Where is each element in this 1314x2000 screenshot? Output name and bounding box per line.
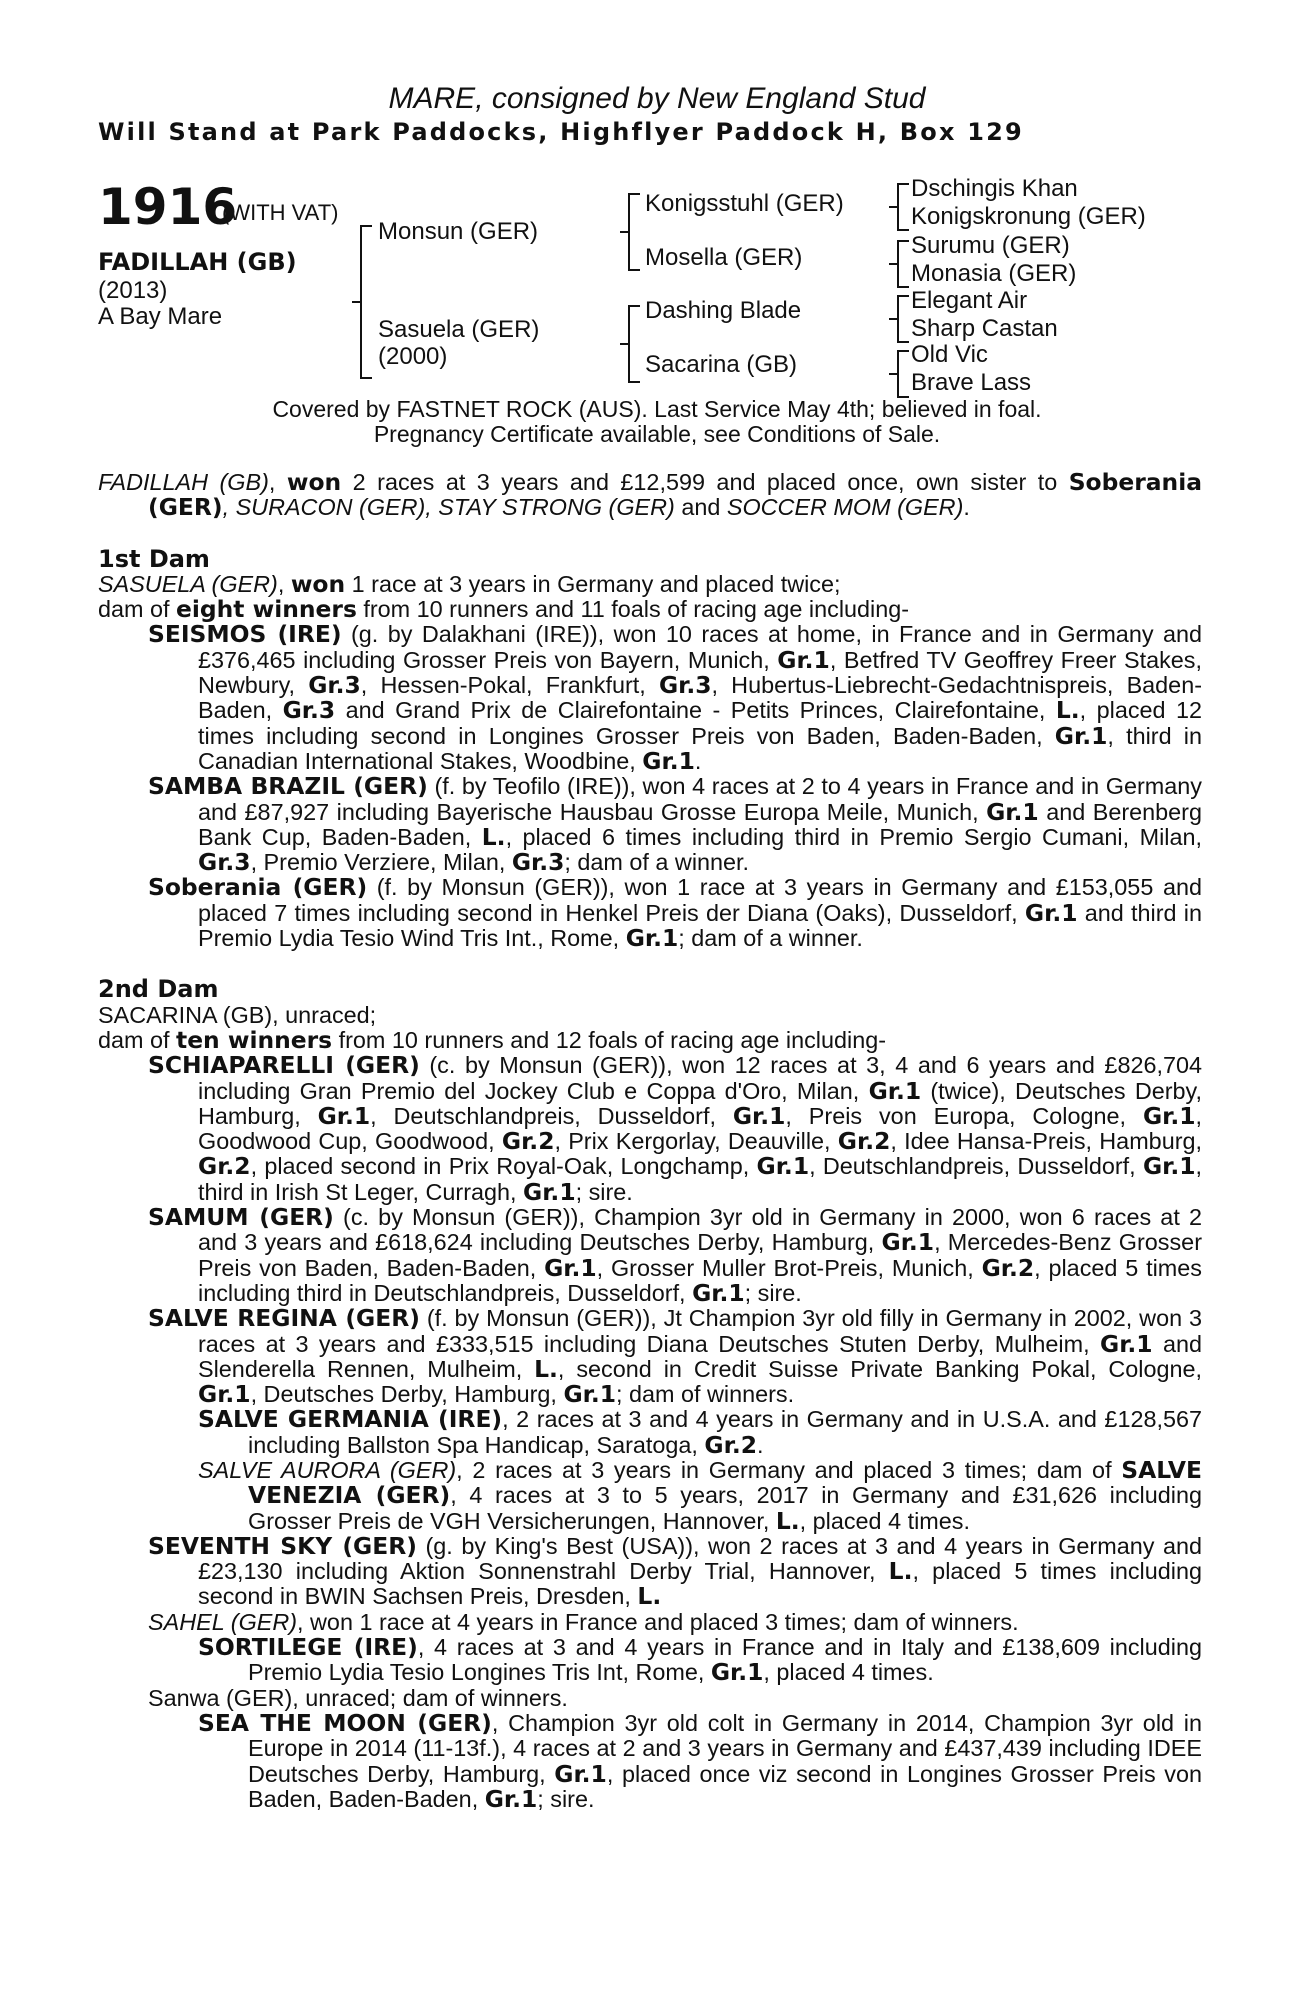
brace-sd [897, 240, 909, 288]
pedigree-ssd: Konigskronung (GER) [911, 203, 1146, 230]
dam2-runner-sahel: SAHEL (GER), won 1 race at 4 years in France and placed 3 times; dam of winners. [148, 1608, 1019, 1635]
covered-line: Covered by FASTNET ROCK (AUS). Last Service May 4th; believed in foal. [272, 396, 1042, 422]
dam1-runner-seismos: SEISMOS (IRE) (g. by Dalakhani (IRE)), won 10 races at home, in France and in Germany and £376,465 including Grosser Preis von Bayern, Munich, Gr.1, Betfred TV Geoffrey Freer Stakes, Newbury, Gr.3, Hessen-Pokal, Frankfurt, Gr.3, Hubertus-Liebrecht-Gedachtnispreis, Baden-Baden, Gr.3 and Grand Prix de Clairefontaine - Petits Princes, Clairefontaine, L., placed 12 times including second in Longines Grosser Preis von Baden, Baden-Baden, Gr.1, third in Canadian International Stakes, Woodbine, Gr.1. [148, 620, 1203, 775]
dam2-sub-sortilege: SORTILEGE (IRE), 4 races at 3 and 4 years in France and in Italy and £138,609 including Premio Lydia Tesio Longines Tris Int, Rome, Gr.1, placed 4 times. [198, 1633, 1202, 1687]
dam2-sub-sea-the-moon: SEA THE MOON (GER), Champion 3yr old colt in Germany in 2014, Champion 3yr old in Europe in 2014 (11-13f.), 4 races at 2 and 3 years in Germany and £437,439 including IDEE Deutsches Derby, Hamburg, Gr.1, placed once viz second in Longines Grosser Preis von Baden, Baden-Baden, Gr.1; sire. [198, 1708, 1202, 1813]
pedigree-dds: Old Vic [911, 341, 988, 368]
pedigree-sds: Surumu (GER) [911, 232, 1070, 259]
dam1-produce-line: dam of eight winners from 10 runners and 11 foals of racing age including- [98, 595, 910, 624]
pedigree-ddd: Brave Lass [911, 369, 1032, 396]
dam2-runner-seventh-sky: SEVENTH SKY (GER) (g. by King's Best (USA)), won 2 races at 3 and 4 years in Germany and £23,130 including Aktion Sonnenstrahl Derby Trial, Hannover, L., placed 5 times including second in BWIN Sachsen Preis, Dresden, L. [148, 1531, 1202, 1611]
stand-location: Will Stand at Park Paddocks, Highflyer Paddock H, Box 129 [98, 118, 1024, 146]
dam1-heading: 1st Dam [98, 544, 210, 573]
dam2-produce-line: dam of ten winners from 10 runners and 12 foals of racing age including- [98, 1025, 887, 1054]
horse-year: (2013) [98, 277, 168, 304]
dam2-runner-salve-regina: SALVE REGINA (GER) (f. by Monsun (GER)), Jt Champion 3yr old filly in Germany in 2002, won 3 races at 3 years and £333,515 including Diana Deutsches Stuten Derby, Mulheim, Gr.1 and Slenderella Rennen, Mulheim, L., second in Credit Suisse Private Banking Pokal, Cologne, Gr.1, Deutsches Derby, Hamburg, Gr.1; dam of winners. [148, 1304, 1202, 1409]
horse-name: FADILLAH (GB) [98, 248, 297, 276]
dam2-runner-samum: SAMUM (GER) (c. by Monsun (GER)), Champion 3yr old in Germany in 2000, won 6 races at 2 and 3 years and £618,624 including Deutsches Derby, Hamburg, Gr.1, Mercedes-Benz Grosser Preis von Baden, Baden-Baden, Gr.1, Grosser Muller Brot-Preis, Munich, Gr.2, placed 5 times including third in Deutschlandpreis, Dusseldorf, Gr.1; sire. [148, 1203, 1202, 1307]
dam2-sub-salve-germania: SALVE GERMANIA (IRE), 2 races at 3 and 4 years in Germany and in U.S.A. and £128,567 including Ballston Spa Handicap, Saratoga, Gr.2. [198, 1405, 1202, 1459]
dam1-runner-soberania: Soberania (GER) (f. by Monsun (GER)), won 1 race at 3 years in Germany and £153,055 and placed 7 times including second in Henkel Preis der Diana (Oaks), Dusseldorf, Gr.1 and third in Premio Lydia Tesio Wind Tris Int., Rome, Gr.1; dam of a winner. [148, 873, 1203, 953]
dam2-sub-salve-aurora: SALVE AURORA (GER), 2 races at 3 years in Germany and placed 3 times; dam of SALVE VENEZIA (GER), 4 races at 3 to 5 years, 2017 in Germany and £31,626 including Grosser Preis de VGH Versicherungen, Hannover, L., placed 4 times. [198, 1455, 1202, 1535]
catalogue-body [98, 470, 1202, 1812]
brace-ds [897, 295, 909, 343]
vat-note: (WITH VAT) [222, 200, 339, 225]
dam2-runner-schiaparelli: SCHIAPARELLI (GER) (c. by Monsun (GER)), won 12 races at 3, 4 and 6 years and £826,704 including Gran Premio del Jockey Club e Coppa d'Oro, Milan, Gr.1 (twice), Deutsches Derby, Hamburg, Gr.1, Deutschlandpreis, Dusseldorf, Gr.1, Preis von Europa, Cologne, Gr.1, Goodwood Cup, Goodwood, Gr.2, Prix Kergorlay, Deauville, Gr.2, Idee Hansa-Preis, Hamburg, Gr.2, placed second in Prix Royal-Oak, Longchamp, Gr.1, Deutschlandpreis, Dusseldorf, Gr.1, third in Irish St Leger, Curragh, Gr.1; sire. [148, 1051, 1202, 1206]
lot-number: 1916 [98, 178, 238, 236]
brace-ss [897, 183, 909, 231]
dam1-runner-samba-brazil: SAMBA BRAZIL (GER) (f. by Teofilo (IRE)), won 4 races at 2 to 4 years in France and in Germany and £87,927 including Bayerische Hausbau Grosse Europa Meile, Munich, Gr.1 and Berenberg Bank Cup, Baden-Baden, L., placed 6 times including third in Premio Sergio Cumani, Milan, Gr.3, Premio Verziere, Milan, Gr.3; dam of a winner. [148, 772, 1203, 877]
consignment-line: MARE, consigned by New England Stud [388, 82, 926, 115]
pedigree-dam: Sasuela (GER) [378, 316, 540, 343]
brace-gen1 [360, 225, 372, 379]
intro-name: FADILLAH (GB) [98, 469, 269, 495]
pedigree-sss: Dschingis Khan [911, 175, 1078, 202]
brace-dam [628, 305, 640, 383]
pedigree-dsd: Sharp Castan [911, 315, 1058, 342]
pedigree-dam-year: (2000) [378, 343, 448, 370]
pedigree-sdd: Monasia (GER) [911, 260, 1077, 287]
horse-description: A Bay Mare [98, 303, 223, 330]
pedigree-ss: Konigsstuhl (GER) [645, 190, 844, 217]
pedigree-dss: Elegant Air [911, 287, 1028, 314]
pedigree-dd: Sacarina (GB) [645, 351, 798, 378]
pregnancy-line: Pregnancy Certificate available, see Conditions of Sale. [373, 421, 941, 447]
intro-paragraph: FADILLAH (GB), won 2 races at 3 years and £12,599 and placed once, own sister to Soberania (GER), SURACON (GER), STAY STRONG (GER) and SOCCER MOM (GER). [98, 468, 1203, 522]
pedigree-sd: Mosella (GER) [645, 244, 803, 271]
pedigree-ds: Dashing Blade [645, 297, 802, 324]
pedigree-sire: Monsun (GER) [378, 218, 539, 245]
brace-sire [628, 193, 640, 271]
dam2-runner-sanwa: Sanwa (GER), unraced; dam of winners. [148, 1684, 568, 1711]
dam2-line: SACARINA (GB), unraced; [98, 1001, 377, 1028]
dam1-line: SASUELA (GER), won 1 race at 3 years in Germany and placed twice; [98, 569, 841, 598]
brace-dd [897, 350, 909, 398]
dam2-heading: 2nd Dam [98, 975, 219, 1004]
